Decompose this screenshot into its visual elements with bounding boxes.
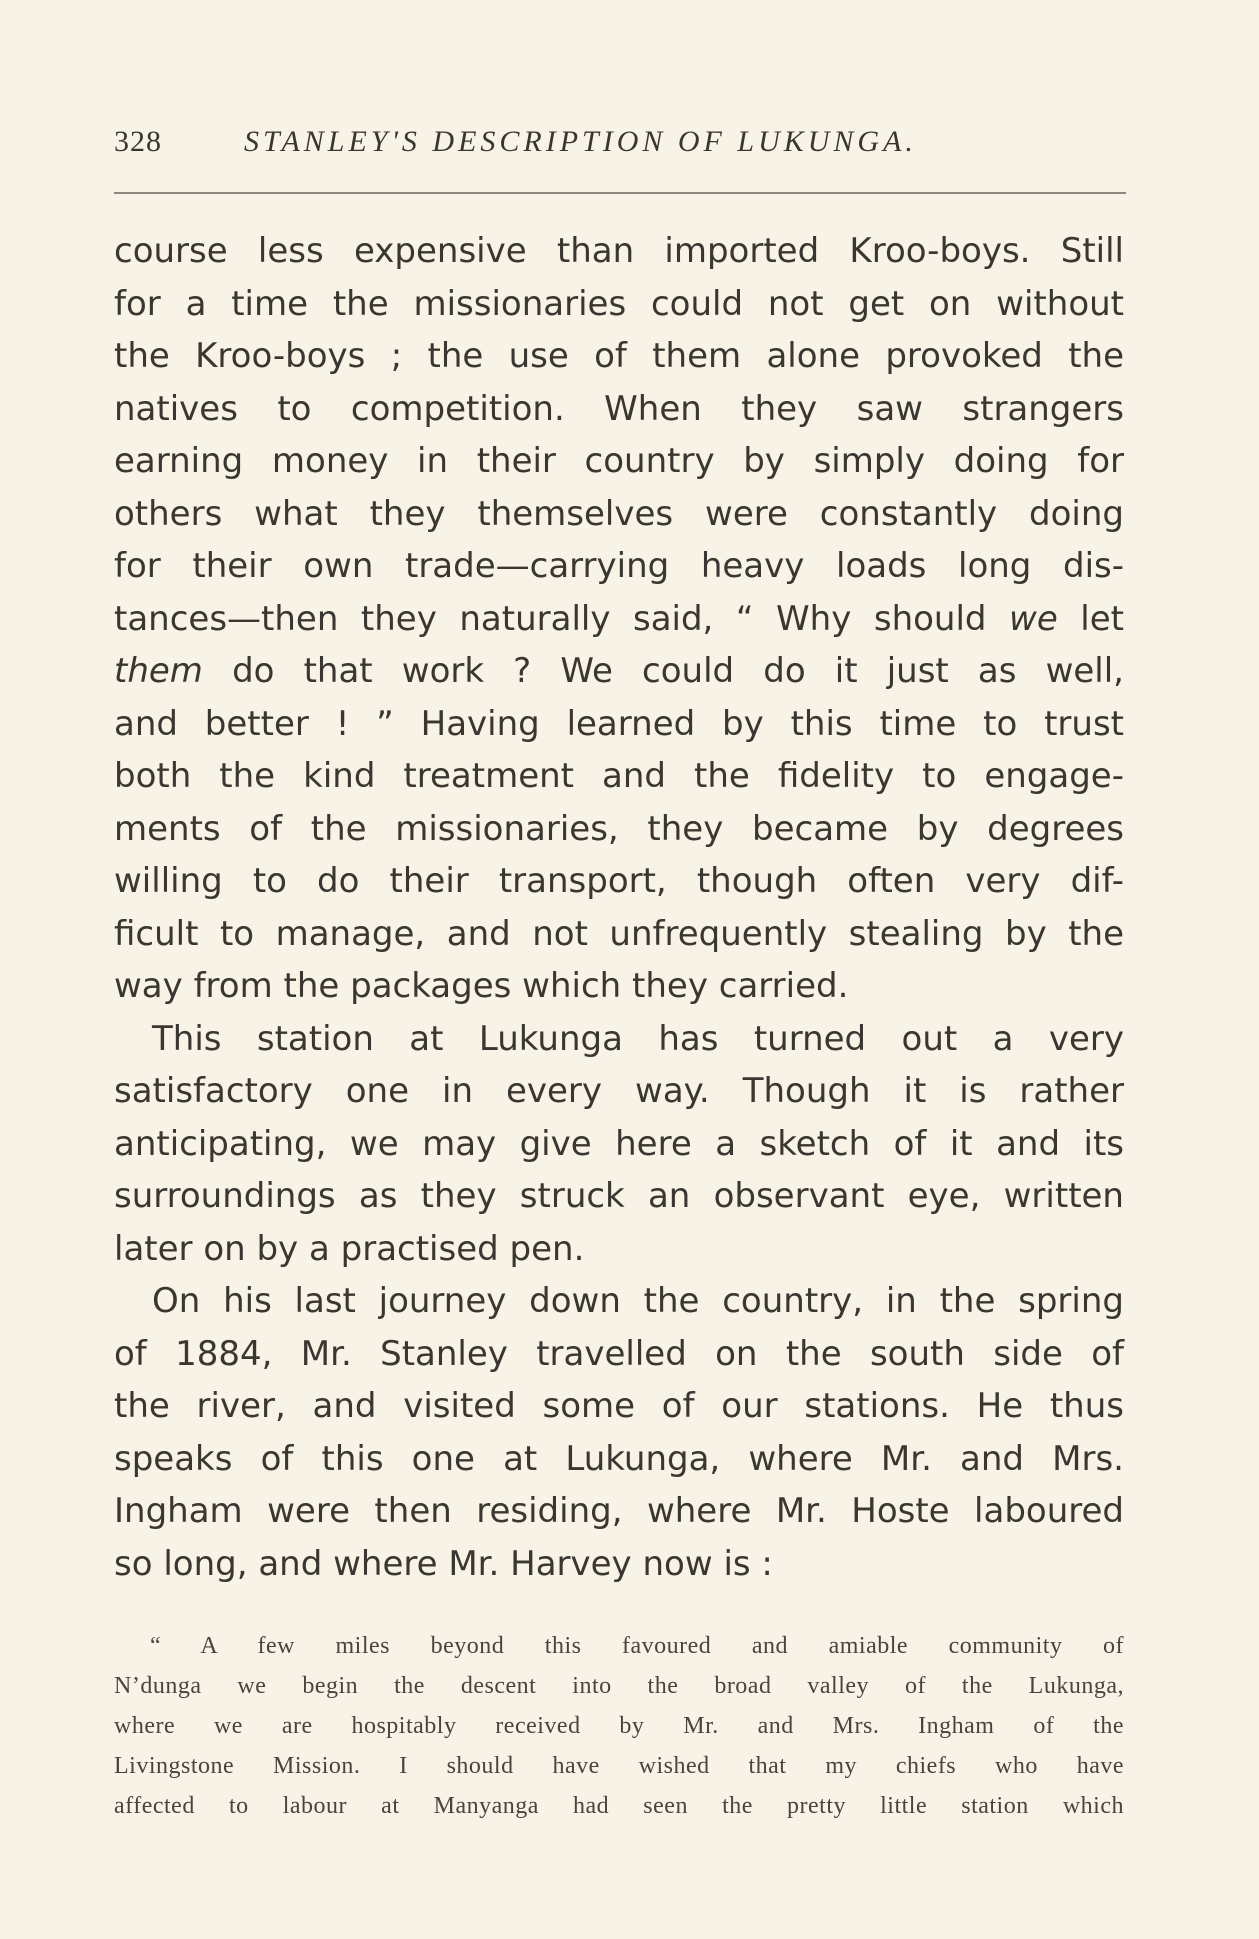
text-segment: tances—then they naturally said, “ Why should: [114, 598, 987, 639]
page-number: 328: [114, 125, 162, 158]
text-line: and better ! ” Having learned by this time to trust: [114, 703, 1124, 744]
block-quote: [114, 1626, 1124, 1826]
text-line: natives to competition. When they saw strangers: [114, 388, 1124, 429]
text-line: earning money in their country by simply doing for: [114, 441, 1124, 481]
paragraph-3: [114, 1275, 1124, 1590]
italic-word-we: we: [1009, 598, 1058, 639]
quote-line: N’dunga we begin the descent into the broad valley of the Lukunga,: [114, 1673, 1124, 1699]
text-line: satisfactory one in every way. Though it is rather: [114, 1071, 1124, 1111]
text-line-with-italic: [114, 593, 1124, 646]
running-title: STANLEY'S DESCRIPTION OF LUKUNGA.: [244, 125, 917, 158]
text-line: so long, and where Mr. Harvey now is :: [114, 1543, 773, 1584]
text-line: course less expensive than imported Kroo-boys. Still: [114, 231, 1124, 271]
text-line: On his last journey down the country, in the spring: [152, 1281, 1124, 1321]
paragraph-2: [114, 1013, 1124, 1276]
text-line: of 1884, Mr. Stanley travelled on the south side of: [114, 1333, 1124, 1374]
italic-word-them: them: [114, 651, 203, 691]
quote-line: where we are hospitably received by Mr. and Mrs. Ingham of the: [114, 1713, 1124, 1739]
text-segment: do that work ? We could do it just as well,: [232, 651, 1124, 691]
text-line: ficult to manage, and not unfrequently stealing by the: [114, 913, 1124, 954]
quote-line: affected to labour at Manyanga had seen the pretty little station which: [114, 1793, 1124, 1819]
text-line: surroundings as they struck an observant eye, written: [114, 1176, 1124, 1216]
text-line: the river, and visited some of our stations. He thus: [114, 1386, 1124, 1426]
header-rule: [114, 192, 1126, 194]
quote-line: Livingstone Mission. I should have wished that my chiefs who have: [114, 1753, 1124, 1779]
text-line: Ingham were then residing, where Mr. Hoste laboured: [114, 1491, 1124, 1531]
body-text: [114, 225, 1124, 1590]
text-line: later on by a practised pen.: [114, 1228, 585, 1269]
page-header: [114, 125, 1124, 175]
text-line: ments of the missionaries, they became by degrees: [114, 808, 1124, 849]
text-segment: let: [1080, 598, 1124, 639]
text-line: both the kind treatment and the fidelity to engage-: [114, 756, 1124, 796]
text-line: This station at Lukunga has turned out a very: [152, 1018, 1124, 1059]
text-line: for a time the missionaries could not get on without: [114, 283, 1124, 324]
text-line: anticipating, we may give here a sketch of it and its: [114, 1123, 1124, 1164]
quote-line: “ A few miles beyond this favoured and amiable community of: [150, 1633, 1124, 1659]
text-line: way from the packages which they carried.: [114, 966, 849, 1006]
text-line: speaks of this one at Lukunga, where Mr. and Mrs.: [114, 1438, 1124, 1479]
text-line: willing to do their transport, though often very dif-: [114, 861, 1124, 901]
paragraph-1: [114, 225, 1124, 1013]
text-line: others what they themselves were constantly doing: [114, 493, 1124, 534]
text-line: the Kroo-boys ; the use of them alone provoked the: [114, 336, 1124, 376]
text-line-with-italic: [114, 645, 1124, 698]
text-line: for their own trade—carrying heavy loads long dis-: [114, 546, 1124, 586]
